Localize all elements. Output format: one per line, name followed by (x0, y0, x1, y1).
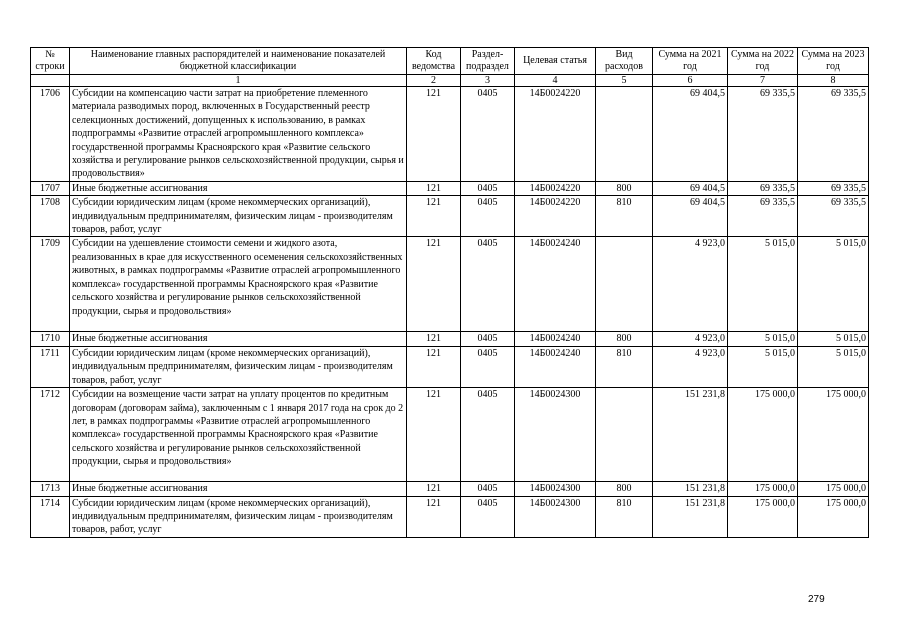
row-section: 0405 (461, 346, 515, 387)
header-expense-type: Вид расходов (596, 48, 653, 75)
row-target: 14Б0024220 (515, 181, 596, 195)
row-expense-type: 810 (596, 496, 653, 537)
row-sum-2023: 5 015,0 (798, 332, 869, 346)
row-name: Субсидии на возмещение части затрат на уплату процентов по кредитным договорам (договорам займа), заключенным с 1 января 2017 года на срок до 2 лет, в рамках подпрограммы «Развитие отраслей агропромышленного комплекса» государственной программы Красноярского края «Развитие сельского хозяйства и регулирование рынков сельскохозяйственной продукции, сырья и продовольствия» (70, 388, 407, 482)
row-number: 1709 (31, 237, 70, 332)
row-name: Иные бюджетные ассигнования (70, 181, 407, 195)
row-section: 0405 (461, 237, 515, 332)
row-target: 14Б0024220 (515, 196, 596, 237)
row-sum-2021: 151 231,8 (653, 496, 728, 537)
row-number: 1707 (31, 181, 70, 195)
row-dept-code: 121 (407, 87, 461, 182)
row-sum-2023: 69 335,5 (798, 87, 869, 182)
row-expense-type: 810 (596, 196, 653, 237)
header-dept-code: Код ведомства (407, 48, 461, 75)
row-sum-2021: 69 404,5 (653, 181, 728, 195)
row-section: 0405 (461, 332, 515, 346)
column-number (31, 75, 70, 87)
row-section: 0405 (461, 181, 515, 195)
row-sum-2023: 5 015,0 (798, 346, 869, 387)
row-name: Субсидии юридическим лицам (кроме некоммерческих организаций), индивидуальным предпринимателям, физическим лицам - производителям товаров, работ, услуг (70, 196, 407, 237)
row-sum-2023: 175 000,0 (798, 482, 869, 496)
row-sum-2022: 69 335,5 (728, 196, 798, 237)
header-name: Наименование главных распорядителей и наименование показателей бюджетной классификации (70, 48, 407, 75)
row-sum-2023: 69 335,5 (798, 181, 869, 195)
row-sum-2022: 5 015,0 (728, 332, 798, 346)
row-sum-2022: 175 000,0 (728, 388, 798, 482)
row-number: 1714 (31, 496, 70, 537)
column-number: 1 (70, 75, 407, 87)
row-sum-2021: 4 923,0 (653, 346, 728, 387)
row-sum-2022: 5 015,0 (728, 346, 798, 387)
column-number: 2 (407, 75, 461, 87)
row-sum-2021: 151 231,8 (653, 388, 728, 482)
row-sum-2023: 175 000,0 (798, 388, 869, 482)
row-expense-type (596, 87, 653, 182)
column-number: 8 (798, 75, 869, 87)
row-expense-type: 810 (596, 346, 653, 387)
row-section: 0405 (461, 196, 515, 237)
row-sum-2021: 4 923,0 (653, 332, 728, 346)
row-section: 0405 (461, 388, 515, 482)
row-number: 1710 (31, 332, 70, 346)
table-row (31, 237, 869, 332)
row-dept-code: 121 (407, 237, 461, 332)
row-name: Субсидии на компенсацию части затрат на приобретение племенного материала разводимых пород, включенных в Государственный реестр селекционных достижений, допущенных к использованию, в рамках подпрограммы «Развитие отраслей агропромышленного комплекса» государственной программы Красноярского края «Развитие сельского хозяйства и регулирование рынков сельскохозяйственной продукции, сырья и продовольствия» (70, 87, 407, 182)
header-target: Целевая статья (515, 48, 596, 75)
row-dept-code: 121 (407, 332, 461, 346)
row-sum-2022: 69 335,5 (728, 87, 798, 182)
row-target: 14Б0024240 (515, 332, 596, 346)
table-row (31, 496, 869, 537)
table-row (31, 196, 869, 237)
table-row (31, 87, 869, 182)
row-expense-type: 800 (596, 482, 653, 496)
header-sum-2022: Сумма на 2022 год (728, 48, 798, 75)
header-sum-2021: Сумма на 2021 год (653, 48, 728, 75)
table-row (31, 181, 869, 195)
row-dept-code: 121 (407, 181, 461, 195)
row-sum-2022: 175 000,0 (728, 496, 798, 537)
header-row-number: № строки (31, 48, 70, 75)
column-number: 4 (515, 75, 596, 87)
row-number: 1713 (31, 482, 70, 496)
table-row (31, 346, 869, 387)
row-name: Субсидии юридическим лицам (кроме некоммерческих организаций), индивидуальным предпринимателям, физическим лицам - производителям товаров, работ, услуг (70, 496, 407, 537)
row-section: 0405 (461, 482, 515, 496)
row-sum-2021: 69 404,5 (653, 87, 728, 182)
row-sum-2022: 5 015,0 (728, 237, 798, 332)
budget-table (30, 47, 869, 538)
row-target: 14Б0024240 (515, 346, 596, 387)
row-sum-2022: 69 335,5 (728, 181, 798, 195)
header-row (31, 48, 869, 75)
row-section: 0405 (461, 87, 515, 182)
row-target: 14Б0024240 (515, 237, 596, 332)
column-number-row (31, 75, 869, 87)
row-target: 14Б0024220 (515, 87, 596, 182)
header-sum-2023: Сумма на 2023 год (798, 48, 869, 75)
table-row (31, 388, 869, 482)
column-number: 5 (596, 75, 653, 87)
row-expense-type (596, 237, 653, 332)
row-expense-type (596, 388, 653, 482)
row-number: 1711 (31, 346, 70, 387)
row-sum-2021: 69 404,5 (653, 196, 728, 237)
row-sum-2021: 4 923,0 (653, 237, 728, 332)
column-number: 3 (461, 75, 515, 87)
row-sum-2023: 5 015,0 (798, 237, 869, 332)
row-sum-2023: 175 000,0 (798, 496, 869, 537)
row-name: Иные бюджетные ассигнования (70, 482, 407, 496)
row-dept-code: 121 (407, 496, 461, 537)
row-sum-2021: 151 231,8 (653, 482, 728, 496)
table-row (31, 332, 869, 346)
row-sum-2023: 69 335,5 (798, 196, 869, 237)
row-number: 1708 (31, 196, 70, 237)
row-number: 1712 (31, 388, 70, 482)
column-number: 7 (728, 75, 798, 87)
row-target: 14Б0024300 (515, 496, 596, 537)
row-expense-type: 800 (596, 332, 653, 346)
row-number: 1706 (31, 87, 70, 182)
row-name: Иные бюджетные ассигнования (70, 332, 407, 346)
column-number: 6 (653, 75, 728, 87)
header-section: Раздел-подраздел (461, 48, 515, 75)
row-dept-code: 121 (407, 482, 461, 496)
row-expense-type: 800 (596, 181, 653, 195)
row-section: 0405 (461, 496, 515, 537)
table-row (31, 482, 869, 496)
row-dept-code: 121 (407, 346, 461, 387)
row-target: 14Б0024300 (515, 482, 596, 496)
row-target: 14Б0024300 (515, 388, 596, 482)
row-dept-code: 121 (407, 388, 461, 482)
row-name: Субсидии на удешевление стоимости семени и жидкого азота, реализованных в крае для искусственного осеменения сельскохозяйственных животных, в рамках подпрограммы «Развитие отраслей агропромышленного комплекса» государственной программы Красноярского края «Развитие сельского хозяйства и регулирование рынков сельскохозяйственной продукции, сырья и продовольствия» (70, 237, 407, 332)
row-name: Субсидии юридическим лицам (кроме некоммерческих организаций), индивидуальным предпринимателям, физическим лицам - производителям товаров, работ, услуг (70, 346, 407, 387)
page-number: 279 (808, 594, 825, 605)
row-dept-code: 121 (407, 196, 461, 237)
row-sum-2022: 175 000,0 (728, 482, 798, 496)
